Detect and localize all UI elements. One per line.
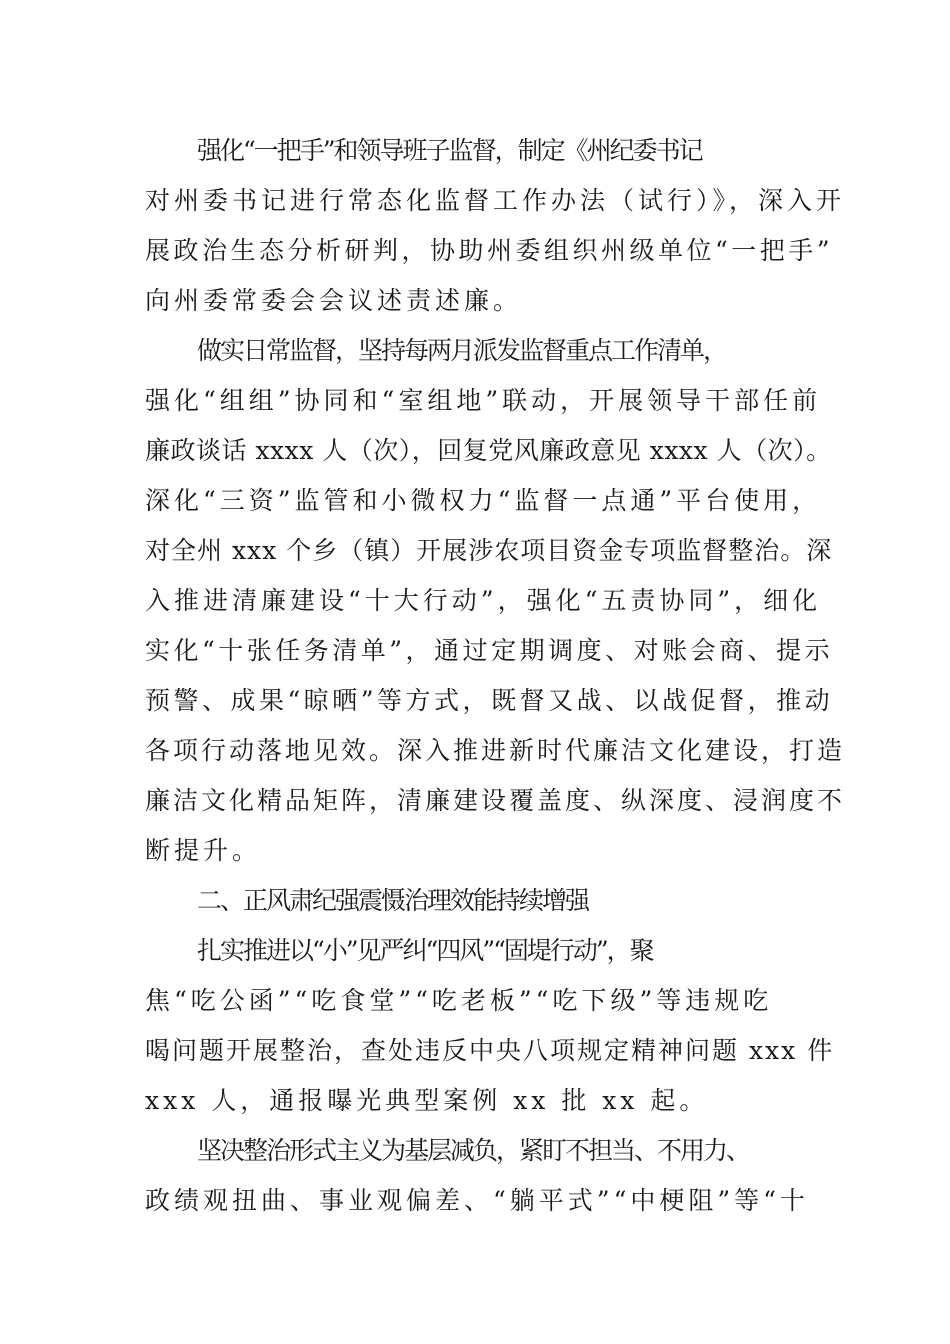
paragraph-line: 廉洁文化精品矩阵，清廉建设覆盖度、纵深度、浸润度不 (145, 786, 846, 815)
paragraph-line: xxx 人，通报曝光典型案例 xx 批 xx 起。 (145, 1086, 709, 1115)
paragraph-line: 预警、成果“晾晒”等方式，既督又战、以战促督，推动 (145, 686, 834, 715)
paragraph-line: 实化“十张任务清单”，通过定期调度、对账会商、提示 (145, 636, 834, 665)
paragraph-line: 对州委书记进行常态化监督工作办法（试行）》，深入开 (145, 186, 846, 215)
paragraph-line: 各项行动落地见效。深入推进新时代廉洁文化建设，打造 (145, 736, 846, 765)
paragraph-line: 坚决整治形式主义为基层减负，紧盯不担当、不用力、 (197, 1136, 750, 1165)
paragraph-line: 入推进清廉建设“十大行动”，强化“五责协同”，细化 (145, 586, 822, 615)
paragraph-line: 断提升。 (145, 836, 262, 865)
paragraph-line: 强化“组组”协同和“室组地”联动，开展领导干部任前 (145, 386, 822, 415)
paragraph-line: 喝问题开展整治，查处违反中央八项规定精神问题 xxx 件 (145, 1036, 835, 1065)
paragraph-line: 焦“吃公函”“吃食堂”“吃老板”“吃下级”等违规吃 (145, 986, 773, 1015)
paragraph-line: 展政治生态分析研判，协助州委组织州级单位“一把手” (145, 236, 834, 265)
section-heading: 二、正风肃纪强震慑治理效能持续增强 (197, 886, 589, 915)
paragraph-line: 向州委常委会会议述责述廉。 (145, 286, 523, 315)
paragraph-line: 对全州 xxx 个乡（镇）开展涉农项目资金专项监督整治。深 (145, 536, 833, 565)
paragraph-line: 廉政谈话 xxxx 人（次），回复党风廉政意见 xxxx 人（次）。 (145, 436, 832, 465)
paragraph-line: 政绩观扭曲、事业观偏差、“躺平式”“中梗阻”等“十 (145, 1186, 809, 1215)
paragraph-line: 做实日常监督，坚持每两月派发监督重点工作清单， (197, 336, 727, 365)
paragraph-line: 强化“一把手”和领导班子监督，制定《州纪委书记 (197, 136, 702, 165)
paragraph-line: 扎实推进以“小”见严纠“四风”“固堤行动”，聚 (197, 936, 653, 965)
paragraph-line: 深化“三资”监管和小微权力“监督一点通”平台使用， (145, 486, 822, 515)
